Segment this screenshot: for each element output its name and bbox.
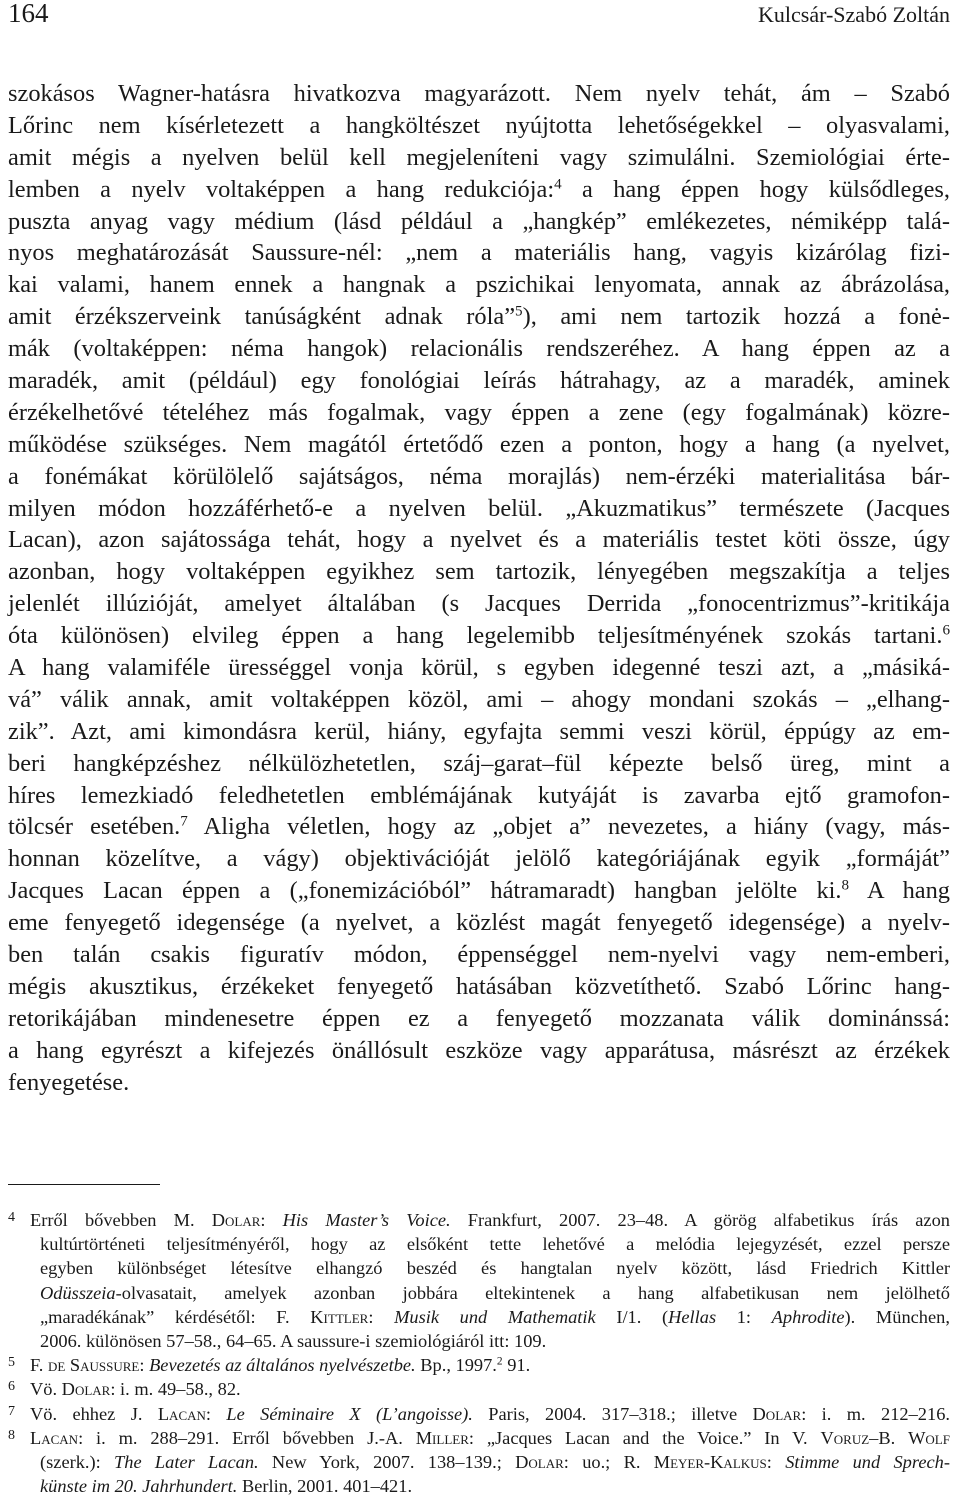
body-line: puszta anyag vagy médium (lásd például a „hangkép” emlékezetes, némiképp talá- xyxy=(8,207,950,235)
body-line: mák (voltaképpen: néma hangok) relacionális rendszeréhez. A hang éppen az a xyxy=(8,335,950,363)
footnote-text: : xyxy=(139,1355,150,1376)
footnote-separator xyxy=(8,1184,160,1185)
footnote-text: : xyxy=(260,1210,283,1230)
body-line: fenyegetése. xyxy=(8,1068,130,1096)
footnote-text: Erről bővebben M. xyxy=(30,1210,212,1230)
author-name: Lacan xyxy=(30,1427,79,1448)
footnote-text: 1: xyxy=(716,1306,772,1327)
footnote-reference[interactable]: 4 xyxy=(554,176,562,193)
body-text xyxy=(8,78,950,1099)
author-name: Kittler xyxy=(310,1306,369,1327)
footnote-text: : uo.; R. xyxy=(563,1451,654,1472)
author-name: Dolar xyxy=(752,1403,802,1424)
book-title: Odüsszeia xyxy=(40,1282,116,1303)
footnote-reference[interactable]: 5 xyxy=(515,303,523,320)
footnote-text: ). München, xyxy=(844,1306,950,1327)
running-head: Kulcsár-Szabó Zoltán xyxy=(758,2,950,27)
book-title: Aphrodite xyxy=(771,1306,845,1327)
author-name: de Saussure xyxy=(47,1355,140,1376)
footnote-reference[interactable]: 7 xyxy=(180,814,188,831)
body-line: eme fenyegető idegensége (a nyelvet, a közlést magát fenyegető idegensége) a nyelv- xyxy=(8,909,950,937)
body-line: ben talán csakis figuratív módon, éppenséggel nem-nyelvi vagy nem-emberi, xyxy=(8,941,950,969)
page-number: 164 xyxy=(8,0,49,28)
body-line: retorikájában mindenesetre éppen ez a fenyegető mozzanata válik dominánssá: xyxy=(8,1004,950,1032)
body-line: mégis akusztikus, érzékeket fenyegető hatásában közvetíthető. Szabó Lőrinc hang- xyxy=(8,972,950,1000)
footnote-text: –B. xyxy=(869,1427,909,1448)
author-name: Voruz xyxy=(820,1427,870,1448)
footnote-4-line-5 xyxy=(8,1305,950,1329)
body-line: működése szükséges. Nem magától értetődő ezen a ponton, hogy a hang (a nyelvet, xyxy=(8,430,950,458)
footnote-text: : xyxy=(368,1306,395,1327)
body-line: maradék, amit (például) egy fonológiai leírás hátrahagy, az a maradék, aminek xyxy=(8,367,950,395)
body-line: érzékelhetővé tételéhez más fogalmak, vagy éppen a zene (egy fogalmának) közre- xyxy=(8,398,950,426)
footnote-text: F. xyxy=(30,1355,48,1376)
footnote-text: „maradékának” kérdésétől: F. xyxy=(40,1306,311,1327)
author-name: Meyer-Kalkus xyxy=(653,1451,767,1472)
footnote-text: 91. xyxy=(502,1355,531,1376)
footnote-text: : i. m. 288–291. Erről bővebben J.-A. xyxy=(78,1427,416,1448)
author-name: Dolar xyxy=(61,1379,111,1400)
footnote-text: Paris, 2004. 317–318.; illetve xyxy=(472,1403,753,1424)
book-title: künste im 20. Jahrhundert. xyxy=(40,1476,238,1497)
footnote-4-line-2: kultúrtörténeti teljesítményéről, hogy az elsőként tette lehetővé a melódia lejegyzését, ezzel persze xyxy=(40,1234,950,1255)
author-name: Lacan xyxy=(157,1403,206,1424)
edition-superscript: 2 xyxy=(496,1355,503,1368)
footnote-5: 5 F. de Saussure: Bevezetés az általános nyelvészetbe. Bp., 1997.$^2$ 91. xyxy=(8,1355,531,1376)
footnote-8-line-3 xyxy=(8,1474,950,1498)
body-line: Lőrinc nem kísérletezett a hangköltészet nyújtotta lehetőségekkel – olyasvalami, xyxy=(8,111,950,139)
footnote-text: Vö. ehhez J. xyxy=(30,1403,158,1424)
body-line: jelenlét illúzióját, amelyet általában (s Jacques Derrida „fonocentrizmus”-kritikája xyxy=(8,590,950,618)
footnote-8-line-2 xyxy=(8,1450,950,1474)
body-line: szokásos Wagner-hatásra hivatkozva magyarázott. Nem nyelv tehát, ám – Szabó xyxy=(8,80,950,107)
book-title: Hellas xyxy=(668,1306,717,1327)
footnote-text: Frankfurt, 2007. 23–48. A görög alfabetikus írás azon xyxy=(450,1210,950,1230)
footnote-text: : xyxy=(205,1403,227,1424)
footnote-text: Bp., 1997. xyxy=(415,1355,497,1376)
footnote-text: : i. m. 49–58., 82. xyxy=(110,1379,241,1400)
body-line: a fonémákat körülölelő sajátságos, néma morajlás) nem-érzéki materialitása bár- xyxy=(8,462,950,490)
body-line: Lacan), azon sajátossága tehát, hogy a nyelvet és a materiális testet köti össze, úgy xyxy=(8,526,950,554)
body-line: vá” válik annak, amit voltaképpen közöl, ami – ahogy mondani szokás – „elhang- xyxy=(8,685,950,713)
body-line: zik”. Azt, ami kimondásra kerül, hiány, egyfajta semmi veszi körül, éppúgy az em- xyxy=(8,717,950,745)
footnote-4-line-3: egyben különbséget létesítve elhangzó beszéd és hangtalan nyelv között, lásd Friedrich Kittler xyxy=(40,1258,950,1279)
body-line: honnan közelítve, a vágy) objektivációját jelölő kategóriájának egyik „formáját” xyxy=(8,845,950,873)
book-title: His Master’s Voice. xyxy=(282,1210,451,1230)
footnote-reference[interactable]: 6 xyxy=(942,622,950,639)
footnote-4-line-6: 2006. különösen 57–58., 64–65. A saussure-i szemiológiáról itt: 109. xyxy=(40,1330,547,1351)
body-line: tölcsér esetében.$^7$ Aligha véletlen, hogy az „objet a” nevezetes, a hiány (vagy, más- xyxy=(8,813,951,841)
footnote-text: : „Jacques Lacan and the Voice.” In V. xyxy=(468,1427,821,1448)
body-line: azonban, hogy voltaképpen egyikhez sem tartozik, lényegében megszakítja a teljes xyxy=(8,558,950,586)
body-line: Jacques Lacan éppen a („fonemizációból” hátramaradt) hangban jelölte ki.$^8$ A hang xyxy=(8,877,951,905)
body-line: beri hangképzéshez nélkülözhetetlen, száj–garat–fül képezte belső üreg, mint a xyxy=(8,749,950,777)
footnote-6: 6 Vö. Dolar: i. m. 49–58., 82. xyxy=(8,1379,241,1400)
author-name: Miller xyxy=(415,1427,469,1448)
body-line: óta különösen) elvileg éppen a hang legelemibb teljesítményének szokás tartani.$^6$ xyxy=(8,622,950,650)
footnote-4-line-1: 4 Erről bővebben M. Dolar: His Master’s Voice. Frankfurt, 2007. 23–48. A görög alfabetikus írás azon xyxy=(8,1210,950,1230)
footnote-text: New York, 2007. 138–139.; xyxy=(258,1451,516,1472)
footnote-text: I/1. ( xyxy=(595,1306,669,1327)
footnote-4-line-4 xyxy=(8,1281,950,1305)
book-title: Stimme und Sprech- xyxy=(785,1451,950,1472)
book-title: The Later Lacan. xyxy=(114,1451,259,1472)
body-line: amit mégis a nyelven belül kell megjeleníteni vagy szimulálni. Szemiológiai érte- xyxy=(8,143,950,171)
body-line: A hang valamiféle ürességgel vonja körül, s egyben idegenné teszi azt, a „másiká- xyxy=(8,654,950,682)
footnotes xyxy=(8,1208,950,1498)
body-line: lemben a nyelv voltaképpen a hang redukciója:$^4$ a hang éppen hogy külsődleges, xyxy=(8,175,950,203)
footnote-text: Vö. xyxy=(30,1379,62,1400)
body-line: milyen módon hozzáférhető-e a nyelven belül. „Akuzmatikus” természete (Jacques xyxy=(8,494,950,522)
author-name: Dolar xyxy=(515,1451,564,1472)
body-line: kai valami, hanem ennek a hangnak a pszichikai lenyomata, annak az ábrázolása, xyxy=(8,271,950,299)
footnote-text: Berlin, 2001. 401–421. xyxy=(237,1476,413,1497)
book-title: Musik und Mathematik xyxy=(394,1306,596,1327)
body-line: amit érzékszerveink tanúságként adnak róla”$^5$), ami nem tartozik hozzá a fonė- xyxy=(8,303,950,331)
footnote-text: : i. m. 212–216. xyxy=(801,1403,950,1424)
footnote-8-line-1: 8 Lacan: i. m. 288–291. Erről bővebben J.-A. Miller: „Jacques Lacan and the Voice.” In V. Voruz–B. Wolf xyxy=(8,1427,950,1448)
author-name: Wolf xyxy=(908,1427,950,1448)
body-line: a hang egyrészt a kifejezés önállósult eszköze vagy apparátusa, másrészt az érzékek xyxy=(8,1036,950,1064)
book-title: Bevezetés az általános nyelvészetbe. xyxy=(149,1355,416,1376)
footnote-reference[interactable]: 8 xyxy=(841,877,850,894)
footnote-7: 7 Vö. ehhez J. Lacan: Le Séminaire X (L’angoisse). Paris, 2004. 317–318.; illetve Dolar: i. m. 212–216. xyxy=(8,1403,950,1424)
body-line: híres lemezkiadó feledhetetlen emblémájának kutyáját is zavarba ejtő gramofon- xyxy=(8,781,950,809)
footnote-text: : xyxy=(766,1451,786,1472)
page-header xyxy=(8,0,950,34)
footnote-text: (szerk.): xyxy=(40,1451,115,1472)
author-name: Dolar xyxy=(211,1210,261,1230)
book-title: Le Séminaire X (L’angoisse). xyxy=(226,1403,473,1424)
body-line: nyos meghatározását Saussure-nél: „nem a materiális hang, vagyis kizárólag fizi- xyxy=(8,239,950,267)
footnote-text: -olvasatait, amelyek azonban jobbára eltekintenek a hang alfabetikusan nem jelölhető xyxy=(115,1282,950,1303)
